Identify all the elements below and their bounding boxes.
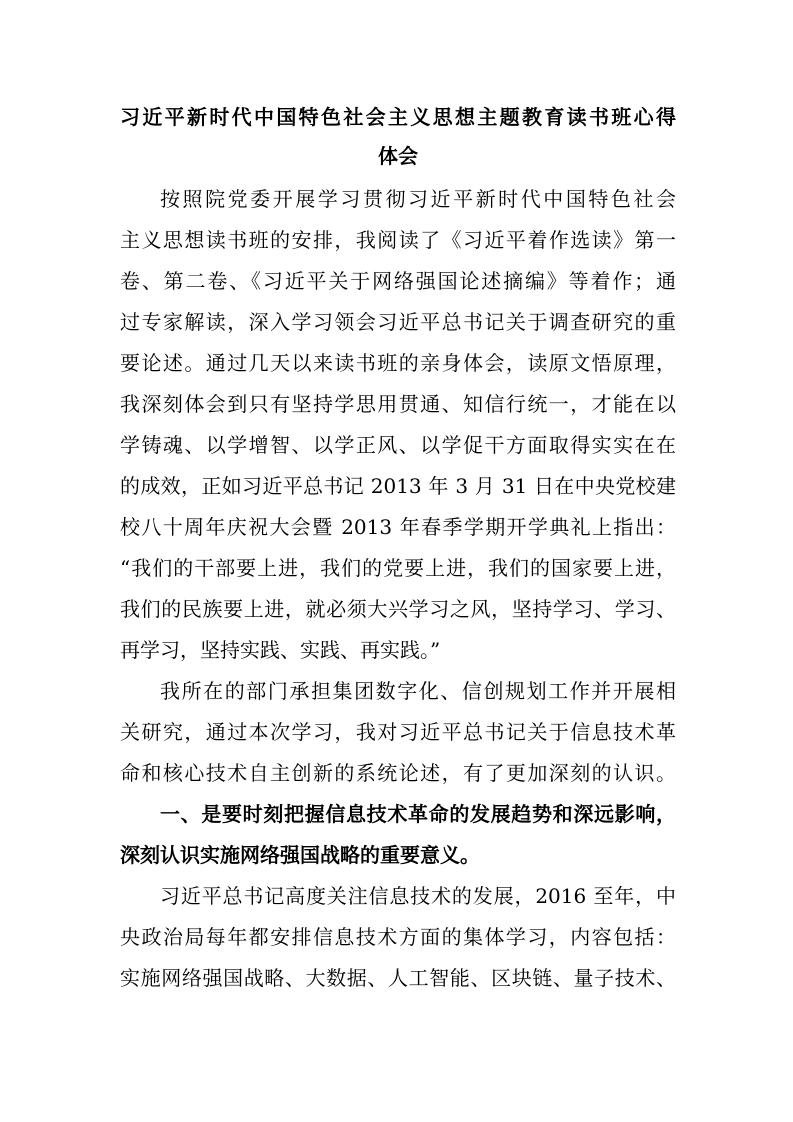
section-heading-1 <box>120 794 676 876</box>
heading-line: 一、是要时刻把握信息技术革命的发展趋势和深远影响， <box>160 802 676 826</box>
paragraph-line: 再学习，坚持实践、实践、再实践。” <box>120 638 441 662</box>
paragraph-line: 校八十周年庆祝大会暨 2013 年春季学期开学典礼上指出： <box>120 515 676 539</box>
document-title <box>120 98 676 176</box>
title-line: 体会 <box>378 144 418 168</box>
paragraph-line: 我深刻体会到只有坚持学思用贯通、知信行统一，才能在以 <box>120 392 676 416</box>
paragraph-line: 主义思想读书班的安排，我阅读了《习近平着作选读》第一 <box>120 228 676 252</box>
paragraph-line: “我们的干部要上进，我们的党要上进，我们的国家要上进， <box>120 556 676 580</box>
paragraph-section-1-body <box>120 876 676 999</box>
paragraph-line: 按照院党委开展学习贯彻习近平新时代中国特色社会 <box>160 187 676 211</box>
paragraph-line: 学铸魂、以学增智、以学正风、以学促干方面取得实实在在 <box>120 433 676 457</box>
paragraph-line: 关研究，通过本次学习，我对习近平总书记关于信息技术革 <box>120 720 676 744</box>
paragraph-line: 习近平总书记高度关注信息技术的发展，2016 至年，中 <box>160 884 676 908</box>
paragraph-line: 命和核心技术自主创新的系统论述，有了更加深刻的认识。 <box>120 761 676 785</box>
paragraph-line: 我们的民族要上进，就必须大兴学习之风，坚持学习、学习、 <box>120 597 676 621</box>
paragraph-line: 过专家解读，深入学习领会习近平总书记关于调查研究的重 <box>120 310 676 334</box>
paragraph-department <box>120 671 676 794</box>
paragraph-line: 我所在的部门承担集团数字化、信创规划工作并开展相 <box>160 679 676 703</box>
paragraph-line: 卷、第二卷、《习近平关于网络强国论述摘编》等着作；通 <box>120 269 676 293</box>
title-line: 习近平新时代中国特色社会主义思想主题教育读书班心得 <box>120 105 676 129</box>
paragraph-line: 的成效，正如习近平总书记 2013 年 3 月 31 日在中央党校建 <box>120 474 676 498</box>
paragraph-line: 央政治局每年都安排信息技术方面的集体学习，内容包括： <box>120 925 676 949</box>
paragraph-line: 实施网络强国战略、大数据、人工智能、区块链、量子技术、 <box>120 966 676 990</box>
heading-line: 深刻认识实施网络强国战略的重要意义。 <box>120 843 480 867</box>
paragraph-line: 要论述。通过几天以来读书班的亲身体会，读原文悟原理， <box>120 351 676 375</box>
paragraph-intro <box>120 179 676 671</box>
document-page <box>120 98 676 999</box>
